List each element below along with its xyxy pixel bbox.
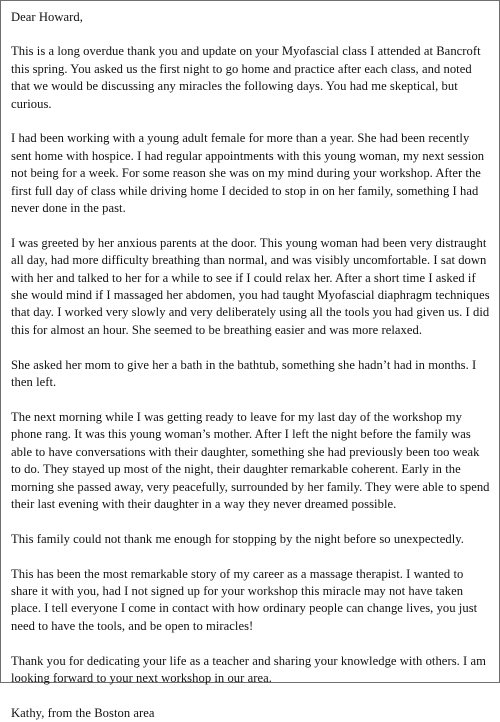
letter-paragraph: Thank you for dedicating your life as a teacher and sharing your knowledge with others. I am looking forward to your next workshop in our area.: [11, 653, 486, 685]
signature: Kathy, from the Boston area: [11, 705, 155, 720]
letter-paragraph: This is a long overdue thank you and update on your Myofascial class I attended at Bancroft this spring. You asked us the first night to go home and practice after each class, and noted that we would be discussing any miracles the following days. You had me skeptical, but curious.: [11, 44, 481, 111]
letter-paragraph: This has been the most remarkable story of my career as a massage therapist. I wanted to share it with you, had I not signed up for your workshop this miracle may not have taken place. I tell everyone I come in contact with how ordinary people can change lives, you just need to have the tools, and be open to miracles!: [11, 566, 478, 633]
letter-paragraph: This family could not thank me enough for stopping by the night before so unexpectedly.: [11, 531, 464, 546]
letter-paragraph: I had been working with a young adult female for more than a year. She had been recently sent home with hospice. I had regular appointments with this young woman, my next session not being for a week. For some reason she was on my mind during your workshop. After the first full day of class while driving home I decided to stop in on her family, something I had never done in the past.: [11, 131, 485, 216]
letter-paragraph: I was greeted by her anxious parents at the door. This young woman had been very distraught all day, had more difficulty breathing than normal, and was visibly uncomfortable. I sat down with her and talked to her for a while to see if I could relax her. After a short time I asked if she would mind if I massaged her abdomen, you had taught Myofascial diaphragm techniques that day. I worked very slowly and very deliberately using all the tools you had given us. I did this for almost an hour. She seemed to be breathing easier and was more relaxed.: [11, 235, 490, 337]
salutation: Dear Howard,: [11, 10, 83, 24]
letter-paragraph: The next morning while I was getting ready to leave for my last day of the workshop my phone rang. It was this young woman’s mother. After I left the night before the family was able to have conversations with their daughter, something she had previously been too weak to do. They stayed up most of the night, their daughter remarkable coherent. Early in the morning she passed away, very peacefully, surrounded by her family. They were able to spend their last evening with their daughter in a way they never dreamed possible.: [11, 409, 490, 511]
letter-paragraph: She asked her mom to give her a bath in the bathtub, something she hadn’t had in months. I then left.: [11, 357, 477, 390]
